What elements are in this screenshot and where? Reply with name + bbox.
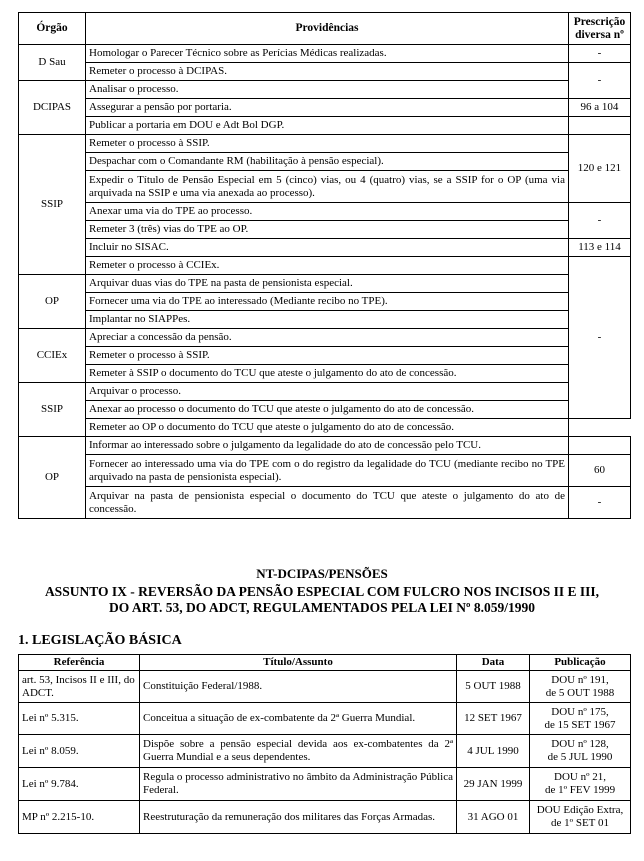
- table-header-row: [19, 655, 631, 671]
- table-row: [19, 153, 631, 171]
- referencia-cell: Lei nº 5.315.: [19, 703, 140, 735]
- providencia-cell: Incluir no SISAC.: [86, 239, 569, 257]
- table-row: [19, 117, 631, 135]
- referencia-cell: Lei nº 9.784.: [19, 768, 140, 801]
- prescricao-cell: -: [569, 45, 631, 63]
- section-title: 1. LEGISLAÇÃO BÁSICA: [18, 633, 182, 648]
- prescricao-cell: -: [569, 203, 631, 239]
- table-row: [19, 275, 631, 293]
- providencia-cell: Publicar a portaria em DOU e Adt Bol DGP.: [86, 117, 569, 135]
- table-row: [19, 801, 631, 834]
- referencia-cell: art. 53, Incisos II e III, do ADCT.: [19, 671, 140, 703]
- providencia-cell: Informar ao interessado sobre o julgamento da legalidade do ato de concessão pelo TCU.: [86, 437, 569, 455]
- table-row: [19, 239, 631, 257]
- table-row: [19, 311, 631, 329]
- table-row: [19, 703, 631, 735]
- data-cell: 5 OUT 1988: [457, 671, 530, 703]
- providencia-cell: Remeter ao OP o documento do TCU que ateste o julgamento do ato de concessão.: [86, 419, 569, 437]
- publicacao-line-2: de 15 SET 1967: [544, 718, 616, 731]
- providencia-cell: Remeter 3 (três) vias do TPE ao OP.: [86, 221, 569, 239]
- header-titulo: Título/Assunto: [140, 655, 457, 671]
- assunto-line-2: DO ART. 53, DO ADCT, REGULAMENTADOS PELA LEI Nº 8.059/1990: [109, 600, 535, 615]
- table-row: [19, 221, 631, 239]
- titulo-cell: Reestruturação da remuneração dos militares das Forças Armadas.: [140, 801, 457, 834]
- providencia-cell: Assegurar a pensão por portaria.: [86, 99, 569, 117]
- providencia-cell: Anexar ao processo o documento do TCU que ateste o julgamento do ato de concessão.: [86, 401, 569, 419]
- providencia-cell: Analisar o processo.: [86, 81, 569, 99]
- providencia-cell: Apreciar a concessão da pensão.: [86, 329, 569, 347]
- providencia-cell: Arquivar duas vias do TPE na pasta de pensionista especial.: [86, 275, 569, 293]
- table-row: [19, 671, 631, 703]
- providencia-cell: Anexar uma via do TPE ao processo.: [86, 203, 569, 221]
- header-providencias: Providências: [86, 13, 569, 45]
- publicacao-line-2: de 5 OUT 1988: [545, 686, 615, 699]
- assunto-heading: [0, 584, 644, 616]
- prescricao-cell: -: [569, 487, 631, 519]
- data-cell: 29 JAN 1999: [457, 768, 530, 801]
- procedures-table: [18, 12, 631, 519]
- table-row: [19, 329, 631, 347]
- providencia-cell: Implantar no SIAPPes.: [86, 311, 569, 329]
- table-row: [19, 401, 631, 419]
- header-data: Data: [457, 655, 530, 671]
- providencia-cell: Remeter o processo à SSIP.: [86, 135, 569, 153]
- publicacao-cell: [530, 801, 631, 834]
- providencia-cell: Despachar com o Comandante RM (habilitação à pensão especial).: [86, 153, 569, 171]
- prescricao-cell-empty: [569, 117, 631, 135]
- prescricao-cell-empty: [569, 437, 631, 455]
- providencia-cell: Remeter o processo à DCIPAS.: [86, 63, 569, 81]
- table-row: [19, 63, 631, 81]
- table-row: [19, 455, 631, 487]
- providencia-cell: Expedir o Título de Pensão Especial em 5 (cinco) vias, ou 4 (quatro) vias, se a SSIP for o OP (uma via arquivada na SSIP e uma via anexada ao processo).: [86, 171, 569, 203]
- table-row: [19, 487, 631, 519]
- providencia-cell: Fornecer ao interessado uma via do TPE com o do registro da legalidade do TCU (mediante recibo no TPE arquivado na pasta de pensionista especial).: [86, 455, 569, 487]
- nt-title: NT-DCIPAS/PENSÕES: [256, 566, 388, 581]
- data-cell: 12 SET 1967: [457, 703, 530, 735]
- header-prescricao: Prescrição diversa nº: [569, 13, 631, 45]
- orgao-cell: SSIP: [19, 135, 86, 275]
- providencia-cell: Remeter o processo à SSIP.: [86, 347, 569, 365]
- table-row: [19, 203, 631, 221]
- table-row: [19, 437, 631, 455]
- titulo-cell: Dispõe sobre a pensão especial devida aos ex-combatentes da 2ª Guerra Mundial e a seus dependentes.: [140, 735, 457, 768]
- prescricao-cell: 120 e 121: [569, 135, 631, 203]
- providencia-cell: Remeter o processo à CCIEx.: [86, 257, 569, 275]
- orgao-cell: OP: [19, 437, 86, 519]
- providencia-cell: Remeter à SSIP o documento do TCU que ateste o julgamento do ato de concessão.: [86, 365, 569, 383]
- providencia-cell: Homologar o Parecer Técnico sobre as Perícias Médicas realizadas.: [86, 45, 569, 63]
- publicacao-line-1: DOU nº 128,: [551, 738, 609, 750]
- publicacao-line-2: de 1º FEV 1999: [544, 784, 616, 796]
- table-row: [19, 768, 631, 801]
- titulo-cell: Conceitua a situação de ex-combatente da 2ª Guerra Mundial.: [140, 703, 457, 735]
- prescricao-cell: 113 e 114: [569, 239, 631, 257]
- orgao-cell: DCIPAS: [19, 81, 86, 135]
- table-row: [19, 735, 631, 768]
- publicacao-cell: [530, 703, 631, 735]
- prescricao-cell: -: [569, 63, 631, 99]
- referencia-cell: MP nº 2.215-10.: [19, 801, 140, 834]
- publicacao-cell: [530, 671, 631, 703]
- table-row: [19, 347, 631, 365]
- publicacao-cell: [530, 735, 631, 768]
- publicacao-line-2: de 1º SET 01: [551, 817, 609, 829]
- orgao-cell: CCIEx: [19, 329, 86, 383]
- table-row: [19, 293, 631, 311]
- legislation-table: [18, 654, 631, 834]
- prescricao-cell: 60: [569, 455, 631, 487]
- table-row: [19, 135, 631, 153]
- prescricao-cell: -: [569, 257, 631, 419]
- orgao-cell: SSIP: [19, 383, 86, 437]
- data-cell: 4 JUL 1990: [457, 735, 530, 768]
- titulo-cell: Constituição Federal/1988.: [140, 671, 457, 703]
- providencia-cell: Fornecer uma via do TPE ao interessado (Mediante recibo no TPE).: [86, 293, 569, 311]
- providencia-cell: Arquivar o processo.: [86, 383, 569, 401]
- assunto-line-1: ASSUNTO IX - REVERSÃO DA PENSÃO ESPECIAL COM FULCRO NOS INCISOS II E III,: [44, 584, 600, 599]
- publicacao-line-1: DOU nº 175,: [551, 705, 609, 718]
- table-row: [19, 45, 631, 63]
- publicacao-line-1: DOU Edição Extra,: [536, 804, 624, 816]
- table-row: [19, 257, 631, 275]
- publicacao-cell: [530, 768, 631, 801]
- table-row: [19, 171, 631, 203]
- table-row: [19, 383, 631, 401]
- header-orgao: Órgão: [19, 13, 86, 45]
- titulo-cell: Regula o processo administrativo no âmbito da Administração Pública Federal.: [140, 768, 457, 801]
- table-row: [19, 99, 631, 117]
- data-cell: 31 AGO 01: [457, 801, 530, 834]
- referencia-cell: Lei nº 8.059.: [19, 735, 140, 768]
- header-publicacao: Publicação: [530, 655, 631, 671]
- table-header-row: [19, 13, 631, 45]
- header-referencia: Referência: [19, 655, 140, 671]
- table-row: [19, 81, 631, 99]
- publicacao-line-1: DOU nº 21,: [554, 771, 606, 783]
- providencia-cell: Arquivar na pasta de pensionista especial o documento do TCU que ateste o julgamento do ato de concessão.: [86, 487, 569, 519]
- prescricao-cell: 96 a 104: [569, 99, 631, 117]
- publicacao-line-2: de 5 JUL 1990: [547, 751, 613, 763]
- table-row: [19, 419, 631, 437]
- publicacao-line-1: DOU nº 191,: [551, 673, 609, 686]
- table-row: [19, 365, 631, 383]
- orgao-cell: OP: [19, 275, 86, 329]
- orgao-cell: D Sau: [19, 45, 86, 81]
